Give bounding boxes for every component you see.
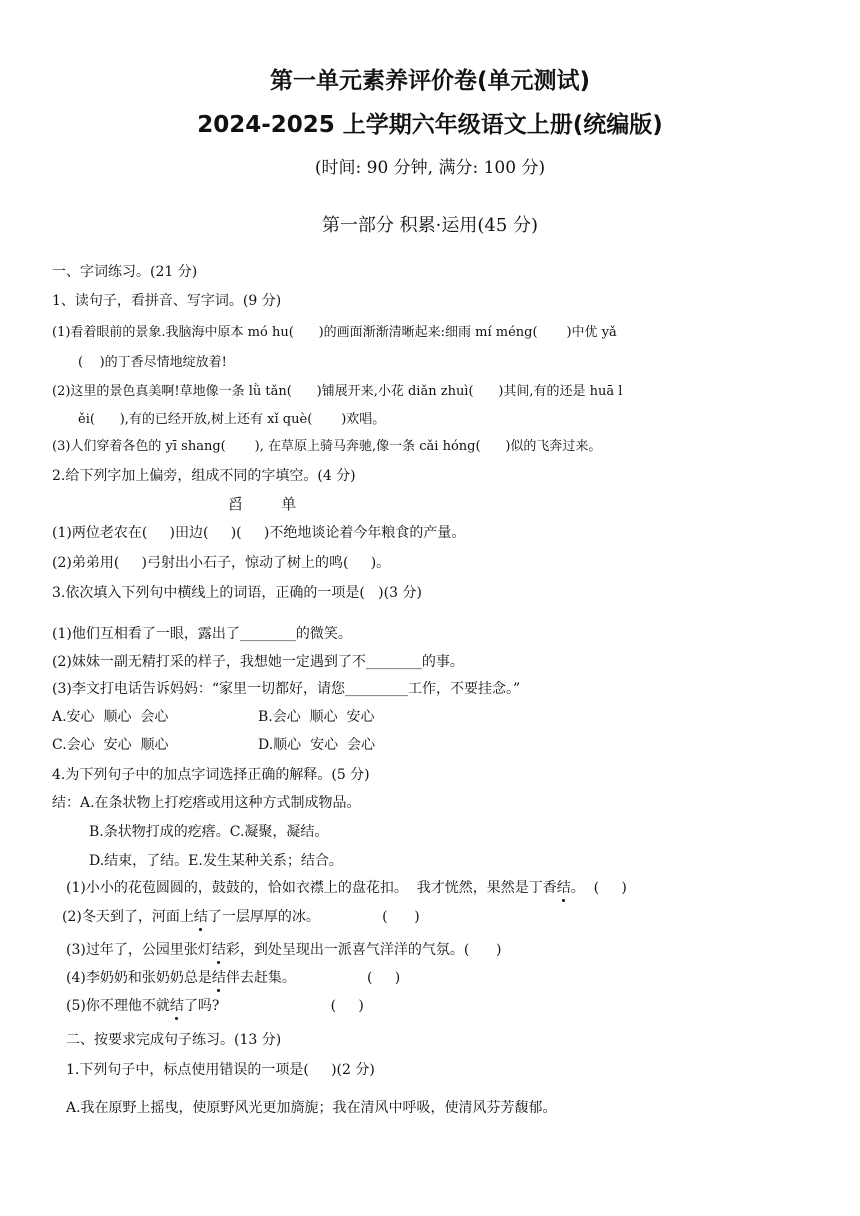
question-2-heading: 2.给下列字加上偏旁，组成不同的字填空。(4 分) — [52, 468, 356, 484]
part-one-heading: 第一部分 积累·运用(45 分) — [321, 215, 539, 236]
question-3-option-a: A.安心 顺心 会心 — [52, 709, 169, 725]
question-3-item-3: (3)李文打电话告诉妈妈：“家里一切都好，请您_________工作，不要挂念。” — [52, 681, 521, 697]
question-1-item-2: (2)这里的景色真美啊!草地像一条 lǜ tǎn( )铺展开来,小花 diǎn zhuì( )其间,有的还是 huā l — [52, 384, 623, 399]
question-3-heading: 3.依次填入下列句中横线上的词语，正确的一项是( )(3 分) — [52, 585, 422, 601]
question-3-option-c: C.会心 安心 顺心 — [52, 737, 169, 753]
question-1-heading: 1、读句子，看拼音、写字词。(9 分) — [52, 293, 282, 309]
emphasized-character: 结 — [193, 909, 208, 925]
question-1-item-1: (1)看着眼前的景象.我脑海中原本 mó hu( )的画面渐渐清晰起来:细雨 mí méng( )中优 yǎ — [52, 325, 617, 340]
question-4-definition-2: B.条状物打成的疙瘩。C.凝聚，凝结。 — [89, 824, 329, 840]
question-4-heading: 4.为下列句子中的加点字词选择正确的解释。(5 分) — [52, 767, 370, 783]
question-4-item-5: (5)你不理他不就结了吗? ( ) — [66, 998, 364, 1014]
question-4-item-3: (3)过年了，公园里张灯结彩，到处呈现出一派喜气洋洋的气氛。( ) — [66, 942, 502, 958]
section-one-heading: 一、字词练习。(21 分) — [52, 264, 198, 280]
question-3-item-1: (1)他们互相看了一眼，露出了________的微笑。 — [52, 626, 352, 642]
question-1-item-2-cont: ěi( ),有的已经开放,树上还有 xǐ què( )欢唱。 — [78, 412, 386, 427]
section-two-heading: 二、按要求完成句子练习。(13 分) — [66, 1032, 282, 1048]
section-two-option-a: A.我在原野上摇曳，使原野风光更加旖旎；我在清风中呼吸，使清风芬芳馥郁。 — [66, 1100, 557, 1116]
question-4-definition-3: D.结束，了结。E.发生某种关系；结合。 — [89, 853, 343, 869]
question-2-item-1: (1)两位老农在( )田边( )( )不绝地谈论着今年粮食的产量。 — [52, 525, 466, 541]
exam-time-info: (时间: 90 分钟, 满分: 100 分) — [314, 158, 546, 178]
question-4-item-4: (4)李奶奶和张奶奶总是结伴去赶集。 ( ) — [66, 970, 401, 986]
question-2-item-2: (2)弟弟用( )弓射出小石子，惊动了树上的鸣( )。 — [52, 555, 391, 571]
emphasized-character: 结 — [556, 880, 571, 896]
section-two-question-1: 1.下列句子中，标点使用错误的一项是( )(2 分) — [66, 1062, 375, 1078]
question-2-characters: 舀 单 — [228, 495, 297, 513]
question-4-definition-1: 结：A.在条状物上打疙瘩或用这种方式制成物品。 — [52, 795, 361, 811]
title-line-1: 第一单元素养评价卷(单元测试) — [269, 68, 591, 94]
emphasized-character: 结 — [211, 942, 226, 958]
question-3-option-b: B.会心 顺心 安心 — [258, 709, 375, 725]
emphasized-character: 结 — [169, 998, 184, 1014]
emphasized-character: 结 — [211, 970, 226, 986]
question-3-option-d: D.顺心 安心 会心 — [258, 737, 375, 753]
question-4-item-2: (2)冬天到了，河面上结了一层厚厚的冰。 ( ) — [62, 909, 420, 925]
question-3-item-2: (2)妹妹一副无精打采的样子，我想她一定遇到了不________的事。 — [52, 654, 464, 670]
title-line-2: 2024-2025 上学期六年级语文上册(统编版) — [197, 112, 663, 138]
question-1-item-3: (3)人们穿着各色的 yī shang( ), 在草原上骑马奔驰,像一条 cǎi hóng( )似的飞奔过来。 — [52, 439, 602, 454]
question-4-item-1: (1)小小的花苞圆圆的，鼓鼓的，恰如衣襟上的盘花扣。 我才恍然，果然是丁香结。 ( ) — [66, 880, 627, 896]
question-1-item-1-cont: ( )的丁香尽情地绽放着! — [78, 355, 227, 370]
